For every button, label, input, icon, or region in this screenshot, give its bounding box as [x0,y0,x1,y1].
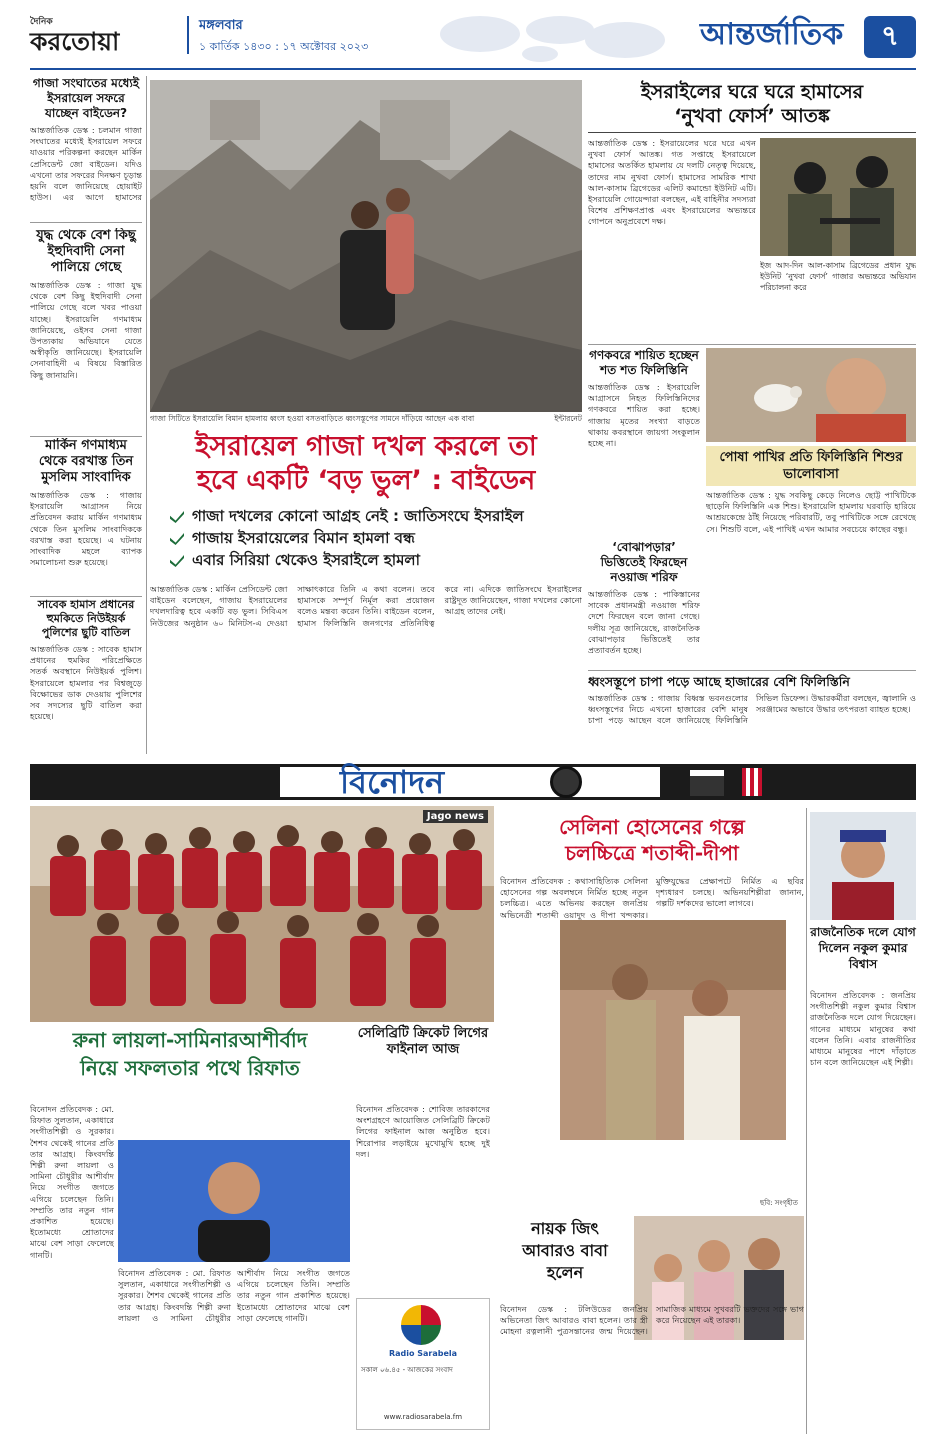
newspaper-logo [30,14,180,54]
jagonews-watermark: Jago news [423,810,488,823]
mass-grave-body: আন্তর্জাতিক ডেস্ক : ইসরায়েলি আগ্রাসনে নিহত ফিলিস্তিনিদের গণকবরে শায়িত করা হচ্ছে। গাজায় মৃতের সংখ্যা বাড়তে থাকায় কবরস্থানে জায়গা সংকুলান হচ্ছে না। [588,382,700,449]
masthead-rule [30,68,916,70]
nawaz-headline: ‘বোঝাপড়ার’ ভিত্তিতেই ফিরছেন নওয়াজ শরিফ [600,540,688,584]
logo-main: করতোয়া [30,27,120,56]
selina-film-photo [560,920,786,1140]
news-body: আন্তর্জাতিক ডেস্ক : গাজায় ইসরায়েলি আগ্রাসন নিয়ে প্রতিবেদন করায় মার্কিন গণমাধ্যম থেকে তিন মুসলিম সাংবাদিককে বরখাস্ত করা হয়েছে। এ ঘটনায় সাংবাদিক মহলে ব্যাপক সমালোচনা শুরু হয়েছে। [30,490,142,568]
binodon-banner [30,764,916,800]
check-icon [170,555,184,567]
masthead [0,0,945,72]
left-news-column [30,76,142,756]
jeet-headline-2: আবারও বাবা [522,1241,608,1260]
news-item [30,438,142,588]
runa-headline-1: রুনা লায়লা-সামিনারআশীর্বাদ [72,1028,308,1052]
runa-headline-2: নিয়ে সফলতার পথে রিফাত [80,1056,300,1080]
divider [588,670,916,671]
subhead-item: গাজা দখলের কোনো আগ্রহ নেই : জাতিসংঘে ইসরাইল [170,506,590,528]
news-body: আন্তর্জাতিক ডেস্ক : চলমান গাজা সংঘাতের মধ্যেই ইসরায়েল সফরে যাওয়ার পরিকল্পনা করছেন মার্কিন প্রেসিডেন্ট জো বাইডেন। যদিও এখনো তার সফরের দিনক্ষণ চূড়ান্ত হয়নি বলে জানিয়েছে হোয়াইট হাউস। এর আগে হামাসের [30,125,142,203]
nawaz-body: আন্তর্জাতিক ডেস্ক : পাকিস্তানের সাবেক প্রধানমন্ত্রী নওয়াজ শরিফ দেশে ফিরছেন বলে জানা গেছে। দলীয় সূত্র জানিয়েছে, রাজনৈতিক বোঝাপড়ার ভিত্তিতেই তার প্রত্যাবর্তন হচ্ছে। [588,589,700,656]
news-headline: সাবেক হামাস প্রধানের হুমকিতে নিউইয়র্ক পুলিশের ছুটি বাতিল [37,598,135,639]
hamas-headline-2: ‘নুখবা ফোর্স’ আতঙ্ক [674,105,830,127]
rubble-headline: ধ্বংসস্তূপে চাপা পড়ে আছে হাজারের বেশি ফিলিস্তিনি [588,674,850,689]
cricket-team-photo [30,806,494,1022]
column-rule [146,76,147,754]
runa-body-right: বিনোদন প্রতিবেদক : মো. রিফাত সুলতান, একাধারে সংগীতশিল্পী ও সুরকার। শৈশব থেকেই গানের প্রতি তার আগ্রহ। কিংবদন্তি শিল্পী রুনা লায়লা ও সামিনা চৌধুরীর আশীর্বাদ নিয়ে সংগীত জগতে এগিয়ে চলেছেন তিনি। সম্প্রতি তার নতুন গান প্রকাশিত হয়েছে। ইতোমধ্যে শ্রোতাদের মাঝে বেশ সাড়া ফেলেছে গানটি। [118,1268,350,1323]
runa-story [30,1026,350,1102]
page-number-badge [864,16,916,58]
selina-headline-1: সেলিনা হোসেনের গল্পে [559,815,745,839]
news-item [30,598,142,758]
radio-schedule: সকাল ০৬.৪৫ - আজকের সংবাদ [361,1366,453,1374]
news-headline: মার্কিন গণমাধ্যম থেকে বরখাস্ত তিন মুসলিম সাংবাদিক [38,438,134,485]
binodon-title: বিনোদন [340,763,445,801]
caption-text: গাজা সিটিতে ইসরায়েলি বিমান হামলায় ধ্বংস হওয়া বসতবাড়িতে ধ্বংসস্তূপের সামনে দাঁড়িয়ে আছেন এক বাবা [150,414,475,423]
runa-body-left: বিনোদন প্রতিবেদক : মো. রিফাত সুলতান, একাধারে সংগীতশিল্পী ও সুরকার। শৈশব থেকেই গানের প্রতি তার আগ্রহ। কিংবদন্তি শিল্পী রুনা লায়লা ও সামিনা চৌধুরীর আশীর্বাদ নিয়ে সংগীত জগতে এগিয়ে চলেছেন তিনি। সম্প্রতি তার নতুন গান প্রকাশিত হয়েছে। ইতোমধ্যে শ্রোতাদের মাঝে বেশ সাড়া ফেলেছে গানটি। [30,1104,114,1260]
popcorn-icon [742,768,762,796]
biden-headline-1: ইসরায়েল গাজা দখল করলে তা [195,431,537,462]
jeet-body: বিনোদন ডেস্ক : টলিউডের জনপ্রিয় অভিনেতা জিৎ আবারও বাবা হলেন। তার স্ত্রী মোহনা রত্নলানী পুত্রসন্তানের জন্ম দিয়েছেন। সামাজিক মাধ্যমে সুখবরটি ভক্তদের সঙ্গে ভাগ করে নিয়েছেন এই তারকা। [500,1304,804,1337]
child-with-bird-photo [706,348,916,442]
news-item [30,228,142,432]
jeet-headline-1: নায়ক জিৎ [531,1219,599,1238]
nakul-story [810,812,916,1432]
mass-grave-headline: গণকবরে শায়িত হচ্ছেন শত শত ফিলিস্তিনি [589,348,699,377]
pet-bird-story [706,446,916,668]
hamas-body: আন্তর্জাতিক ডেস্ক : ইসরায়েলের ঘরে ঘরে এখন নুখবা ফোর্স আতঙ্ক। গত সপ্তাহে ইসরায়েলে হামাসের অতর্কিত হামলায় যে দলটি নেতৃত্ব দিয়েছে, তাদের নাম নুখবা ফোর্স। হামাসের সামরিক শাখা আল-কাসাম ব্রিগেডের এলিট কমান্ডো ইউনিট এটি। ইসরায়েলি গোয়েন্দারা বলছেন, এই বাহিনীর সদস্যরা বিশেষ প্রশিক্ষণপ্রাপ্ত এবং ইসরায়েলের অভ্যন্তরে গোপনে অনুপ্রবেশে দক্ষ। [588,138,756,227]
photo-credit: ইন্টারনেট [554,414,582,423]
jeet-story [500,1218,630,1302]
pet-bird-headline: পোষা পাখির প্রতি ফিলিস্তিনি শিশুর ভালোবাসা [706,446,916,486]
page-number: ৭ [880,18,900,52]
news-item [30,76,142,218]
rifat-portrait [118,1140,350,1262]
world-map-graphic [420,6,680,66]
top-photo-caption [150,414,582,428]
radio-logo-icon [401,1305,441,1345]
issue-day: মঙ্গলবার [199,18,243,33]
nakul-portrait [810,812,916,920]
nukhba-fighters-photo [760,138,916,256]
biden-headline-2: হবে একটি ‘বড় ভুল’ : বাইডেন [196,465,536,496]
divider [30,596,142,597]
biden-body: আন্তর্জাতিক ডেস্ক : মার্কিন প্রেসিডেন্ট জো বাইডেন বলেছেন, গাজায় ইসরায়েলের দখলদারিত্ব হবে একটি বড় ভুল। সিবিএস নিউজের অনুষ্ঠান ৬০ মিনিটস-এ দেওয়া সাক্ষাৎকারে তিনি এ কথা বলেন। তবে হামাসকে সম্পূর্ণ নির্মূল করা প্রয়োজন বলেও মন্তব্য করেন তিনি। বাইডেন বলেন, হামাস ফিলিস্তিনি জনগণের প্রতিনিধিত্ব করে না। এদিকে জাতিসংঘে ইসরাইলের রাষ্ট্রদূত জানিয়েছেন, গাজা দখলের কোনো আগ্রহ তাদের নেই। [150,584,582,628]
news-body: আন্তর্জাতিক ডেস্ক : গাজা যুদ্ধ থেকে বেশ কিছু ইহুদিবাদী সেনা পালিয়ে গেছে বলে খবর পাওয়া যাচ্ছে। ইসরায়েলি গণমাধ্যম জানিয়েছে, ওইসব সেনা গাজা উপত্যকায় অভিযানে যেতে অস্বীকৃতি জানিয়েছে। ইসরায়েলি সেনাবাহিনী এ বিষয়ে বিস্তারিত কিছু জানায়নি। [30,280,142,380]
radio-url[interactable]: www.radiosarabela.fm [383,1413,463,1421]
hamas-headline-1: ইসরাইলের ঘরে ঘরে হামাসের [640,81,864,103]
cricket-body: বিনোদন প্রতিবেদক : শোবিজ তারকাদের অংশগ্রহণে আয়োজিত সেলিব্রিটি ক্রিকেট লিগের ফাইনাল আজ অনুষ্ঠিত হবে। শিরোপার লড়াইয়ে মুখোমুখি হচ্ছে দুই দল। [356,1104,490,1159]
check-icon [170,533,184,545]
check-icon [170,511,184,523]
news-body: আন্তর্জাতিক ডেস্ক : সাবেক হামাস প্রধানের হুমকির পরিপ্রেক্ষিতে সতর্ক অবস্থানে নিউইয়র্ক পুলিশ। ইসরায়েলে হামলার পর বিশ্বজুড়ে বিক্ষোভের ডাক দেওয়ায় পুলিশের সব সদস্যের ছুটি বাতিল করা হয়েছে। [30,644,142,722]
issue-date: ১ কার্তিক ১৪৩০ : ১৭ অক্টোবর ২০২৩ [199,40,369,53]
logo-top: দৈনিক [30,17,53,27]
column-rule [806,808,807,1434]
divider [588,344,916,345]
nakul-headline: রাজনৈতিক দলে যোগ দিলেন নকুল কুমার বিশ্বাস [810,925,916,971]
clapperboard-icon [690,770,724,796]
cricket-final-story [356,1026,490,1098]
news-headline: গাজা সংঘাতের মধ্যেই ইসরায়েল সফরে যাচ্ছেন বাইডেন? [32,76,140,120]
jeet-headline-3: হলেন [546,1263,584,1282]
nawaz-story [588,540,700,668]
news-headline: যুদ্ধ থেকে বেশ কিছু ইহুদিবাদী সেনা পালিয়ে গেছে [36,228,136,275]
subhead-item: এবার সিরিয়া থেকেও ইসরাইলে হামলা [170,550,590,572]
hamas-story [588,80,916,342]
section-title: আন্তর্জাতিক [700,17,844,52]
divider [30,436,142,437]
nakul-body: বিনোদন প্রতিবেদক : জনপ্রিয় সংগীতশিল্পী নকুল কুমার বিশ্বাস রাজনৈতিক দলে যোগ দিয়েছেন। গানের মাধ্যমে মানুষের কথা বলেন তিনি। এবার রাজনীতির মাধ্যমে মানুষের পাশে দাঁড়াতে চান বলে জানিয়েছেন এই শিল্পী। [810,990,916,1068]
nukhba-photo-caption: ইজ আদ-দিন আল-কাসাম ব্রিগেডের প্রধান যুদ্ধ ইউনিট ‘নুখবা ফোর্স’ গাজার অভ্যন্তরে অভিযান পরিচালনা করে [760,261,916,293]
biden-subheads [170,506,590,578]
subhead-item: গাজায় ইসরায়েলের বিমান হামলা বন্ধ [170,528,590,550]
logo-divider [187,16,189,54]
rubble-body: আন্তর্জাতিক ডেস্ক : গাজায় বিধ্বস্ত ভবনগুলোর ধ্বংসস্তূপের নিচে এখনো হাজারের বেশি মানুষ চাপা পড়ে আছেন বলে জানিয়েছে ফিলিস্তিনি সিভিল ডিফেন্স। উদ্ধারকর্মীরা বলছেন, জ্বালানি ও সরঞ্জামের অভাবে উদ্ধার তৎপরতা ব্যাহত হচ্ছে। [588,693,916,726]
selina-headline-2: চলচ্চিত্রে শতাব্দী-দীপা [565,841,739,865]
gaza-rubble-photo [150,80,582,412]
radio-sarabela-ad [356,1298,490,1430]
radio-name: Radio Sarabela [388,1349,458,1358]
selina-story [500,814,804,872]
cricket-headline: সেলিব্রিটি ক্রিকেট লিগের ফাইনাল আজ [357,1026,489,1057]
rubble-illustration [150,80,582,412]
selina-body: বিনোদন প্রতিবেদক : কথাসাহিত্যিক সেলিনা হোসেনের গল্প অবলম্বনে নির্মিত হচ্ছে নতুন চলচ্চিত্র। এতে অভিনয় করছেন জনপ্রিয় অভিনেত্রী শতাব্দী ওয়াদুদ ও দীপা খন্দকার। মুক্তিযুদ্ধের প্রেক্ষাপটে নির্মিত এ ছবির দৃশ্যধারণ চলছে। অভিনয়শিল্পীরা জানান, গল্পটি দর্শকদের ভালো লাগবে। [500,876,804,920]
film-reel-icon [550,766,582,798]
divider [30,222,142,223]
divider [588,132,916,133]
mass-grave-story [588,348,700,536]
rubble-story [588,674,916,756]
banner-highlight [280,764,660,800]
pet-bird-body: আন্তর্জাতিক ডেস্ক : যুদ্ধ সবকিছু কেড়ে নিলেও ছোট্ট পাখিটিকে ছাড়েনি ফিলিস্তিনি এক শিশু। ইসরায়েলি হামলায় ঘরবাড়ি হারিয়ে আশ্রয়কেন্দ্রে ঠাঁই নিয়েছে পরিবারটি, তবু পাখিটিকে সঙ্গে রেখেছে সে। শিশুটি বলে, এই পাখিই এখন আমার সবচেয়ে কাছের বন্ধু। [706,490,916,534]
selina-credit: ছবি: সংগৃহীত [760,1199,798,1207]
